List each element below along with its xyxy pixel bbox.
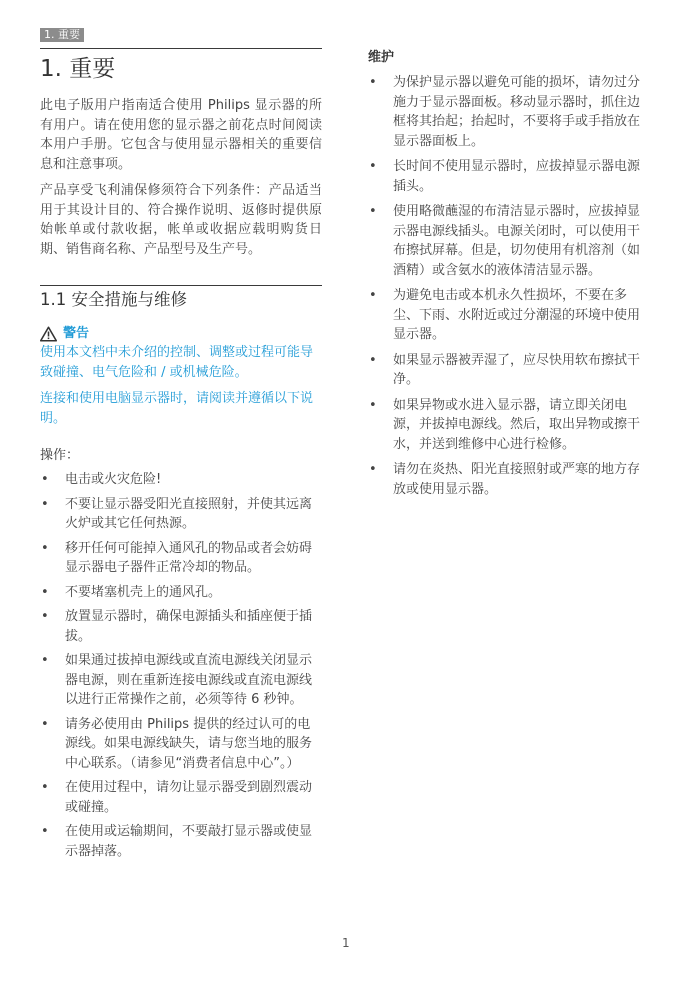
warning-text-2: 连接和使用电脑显示器时，请阅读并遵循以下说明。 (40, 391, 314, 426)
bullet-icon: • (369, 352, 377, 368)
maintenance-list (368, 73, 650, 499)
list-item: • 电击或火灾危险! (40, 470, 322, 490)
intro-paragraph-1: 此电子版用户指南适合使用 Philips 显示器的所有用户。请在使用您的显示器之前花点时间阅读本用户手册。它包含与使用显示器相关的重要信息和注意事项。 (40, 98, 322, 172)
list-item: • 请勿在炎热、阳光直接照射或严寒的地方存放或使用显示器。 (369, 462, 641, 497)
section-rule (40, 285, 322, 286)
list-item: • 不要堵塞机壳上的通风孔。 (40, 583, 322, 603)
bullet-icon: • (369, 462, 377, 477)
bullet-icon: • (41, 472, 49, 487)
left-column (40, 48, 322, 861)
operation-heading: 操作： (40, 448, 80, 463)
bullet-icon: • (41, 653, 49, 668)
operation-list (40, 470, 322, 861)
bullet-icon: • (41, 496, 49, 512)
page-number: 1 (342, 936, 350, 950)
list-item: • 放置显示器时，确保电源插头和插座便于插拔。 (41, 609, 313, 644)
bullet-icon: • (369, 159, 377, 174)
warning-text-1: 使用本文档中未介绍的控制、调整或过程可能导致碰撞、电气危险和 / 或机械危险。 (40, 345, 314, 380)
bullet-icon: • (41, 824, 49, 839)
list-item: • 移开任何可能掉入通风孔的物品或者会妨碍显示器电子器件正常冷却的物品。 (41, 540, 313, 575)
bullet-icon: • (369, 288, 377, 303)
list-item: • 在使用过程中，请勿让显示器受到剧烈震动或碰撞。 (41, 780, 313, 815)
warning-triangle-icon (40, 326, 57, 342)
bullet-icon: • (369, 397, 377, 413)
warning-heading (40, 325, 322, 343)
list-item: • 如果通过拔掉电源线或直流电源线关闭显示器电源，则在重新连接电源线或直流电源线以进行正常操作之前，必须等待 6 秒钟。 (41, 653, 313, 707)
right-column (368, 48, 650, 499)
bullet-icon: • (41, 780, 49, 795)
list-item: • 不要让显示器受阳光直接照射，并使其远离火炉或其它任何热源。 (41, 496, 313, 531)
section-title: 1.1 安全措施与维修 (40, 290, 187, 309)
chapter-title: 1. 重要 (40, 56, 116, 82)
bullet-icon: • (41, 609, 49, 624)
list-item: • 请务必使用由 Philips 提供的经过认可的电源线。如果电源线缺失，请与您当地的服务中心联系。（请参见“消费者信息中心”。） (41, 716, 313, 771)
bullet-icon: • (41, 716, 49, 732)
list-item: • 为避免电击或本机永久性损坏，不要在多尘、下雨、水附近或过分潮湿的环境中使用显示器。 (369, 288, 641, 342)
list-item: • 在使用或运输期间，不要敲打显示器或使显示器掉落。 (41, 824, 313, 859)
chapter-tab: 1. 重要 (40, 28, 84, 42)
list-item: • 为保护显示器以避免可能的损坏，请勿过分施力于显示器面板。移动显示器时，抓住边框将其抬起；抬起时，不要将手或手指放在显示器面板上。 (369, 75, 641, 149)
intro-paragraph-2: 产品享受飞利浦保修须符合下列条件：产品适当用于其设计目的、符合操作说明、返修时提供原始帐单或付款收据，帐单或收据应载明购货日期、销售商名称、产品型号及生产号。 (40, 183, 322, 257)
bullet-icon: • (41, 584, 49, 600)
chapter-rule (40, 48, 322, 49)
bullet-icon: • (41, 540, 49, 556)
list-item: • 如果异物或水进入显示器，请立即关闭电源，并拔掉电源线。然后，取出异物或擦干水，并送到维修中心进行检修。 (369, 397, 641, 452)
bullet-icon: • (369, 75, 377, 90)
list-item: • 如果显示器被弄湿了，应尽快用软布擦拭干净。 (369, 352, 641, 387)
list-item: • 使用略微蘸湿的布清洁显示器时，应拔掉显示器电源线插头。电源关闭时，可以使用干布擦拭屏幕。但是，切勿使用有机溶剂（如酒精）或含氨水的液体清洁显示器。 (369, 204, 641, 278)
maintenance-heading: 维护 (368, 50, 395, 65)
list-item: • 长时间不使用显示器时，应拔掉显示器电源插头。 (369, 159, 641, 194)
warning-title: 警告 (63, 326, 90, 341)
bullet-icon: • (369, 204, 377, 219)
